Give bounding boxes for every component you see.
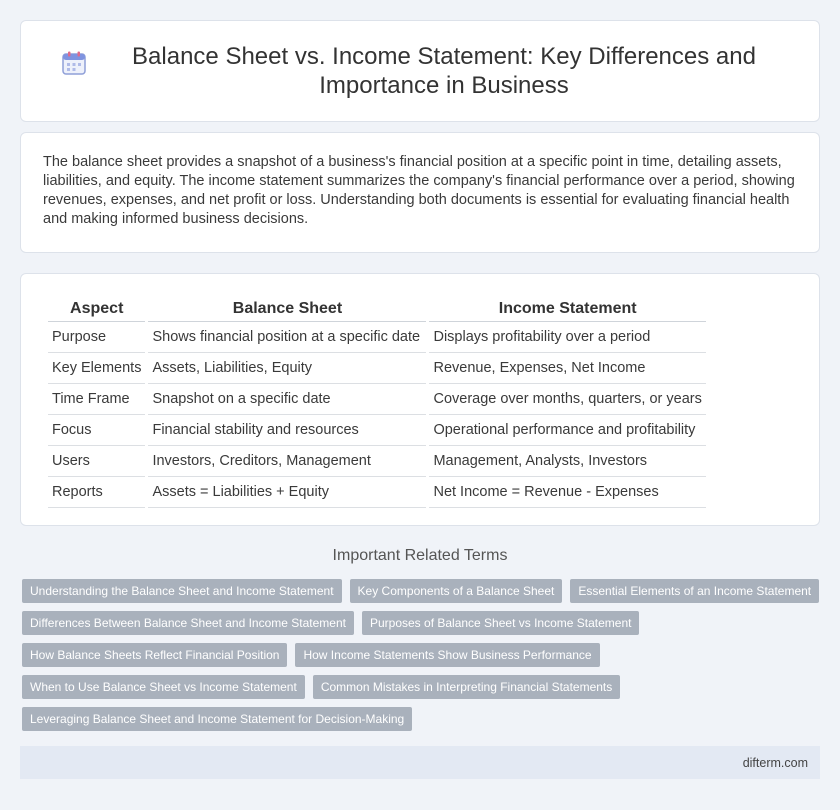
table-cell: Reports (48, 477, 145, 508)
related-term-tag[interactable]: Differences Between Balance Sheet and Income Statement (22, 611, 354, 635)
header (61, 42, 779, 100)
comparison-table-card (20, 273, 820, 526)
table-cell: Purpose (48, 322, 145, 353)
column-header-aspect: Aspect (48, 296, 145, 322)
related-term-tag[interactable]: How Income Statements Show Business Performance (295, 643, 599, 667)
related-term-tag[interactable]: How Balance Sheets Reflect Financial Position (22, 643, 287, 667)
related-term-tag[interactable]: Essential Elements of an Income Statement (570, 579, 819, 603)
intro-card (20, 132, 820, 253)
table-cell: Snapshot on a specific date (148, 384, 426, 415)
related-term-tag[interactable]: Purposes of Balance Sheet vs Income Statement (362, 611, 639, 635)
column-header-income-statement: Income Statement (429, 296, 705, 322)
comparison-table (45, 296, 709, 508)
table-row (48, 415, 706, 446)
intro-paragraph: The balance sheet provides a snapshot of a business's financial position at a specific point in time, detailing assets, liabilities, and equity. The income statement summarizes the company's financial performance over a period, showing revenues, expenses, and net profit or loss. Understanding both documents is essential for evaluating financial health and making informed business decisions. (43, 154, 795, 227)
column-header-balance-sheet: Balance Sheet (148, 296, 426, 322)
table-cell: Users (48, 446, 145, 477)
table-cell: Displays profitability over a period (429, 322, 705, 353)
table-cell: Shows financial position at a specific date (148, 322, 426, 353)
table-cell: Assets, Liabilities, Equity (148, 353, 426, 384)
table-cell: Assets = Liabilities + Equity (148, 477, 426, 508)
table-cell: Management, Analysts, Investors (429, 446, 705, 477)
related-term-tag[interactable]: Leveraging Balance Sheet and Income Statement for Decision-Making (22, 707, 412, 731)
table-cell: Financial stability and resources (148, 415, 426, 446)
table-cell: Time Frame (48, 384, 145, 415)
related-term-tag[interactable]: When to Use Balance Sheet vs Income Statement (22, 675, 305, 699)
table-row (48, 384, 706, 415)
table-row (48, 477, 706, 508)
footer (20, 746, 820, 779)
calendar-icon (61, 50, 87, 76)
related-term-tag[interactable]: Key Components of a Balance Sheet (350, 579, 563, 603)
table-cell: Net Income = Revenue - Expenses (429, 477, 705, 508)
table-cell: Operational performance and profitability (429, 415, 705, 446)
table-header-row (48, 296, 706, 322)
header-card (20, 20, 820, 122)
table-cell: Investors, Creditors, Management (148, 446, 426, 477)
table-cell: Key Elements (48, 353, 145, 384)
related-terms-title: Important Related Terms (332, 547, 508, 564)
table-cell: Focus (48, 415, 145, 446)
table-cell: Coverage over months, quarters, or years (429, 384, 705, 415)
table-row (48, 353, 706, 384)
related-terms-tags (22, 579, 822, 731)
table-row (48, 446, 706, 477)
footer-site-name[interactable]: difterm.com (742, 755, 808, 770)
table-cell: Revenue, Expenses, Net Income (429, 353, 705, 384)
page-title: Balance Sheet vs. Income Statement: Key Differences and Importance in Business (132, 43, 756, 99)
related-term-tag[interactable]: Common Mistakes in Interpreting Financial Statements (313, 675, 620, 699)
related-term-tag[interactable]: Understanding the Balance Sheet and Income Statement (22, 579, 342, 603)
table-row (48, 322, 706, 353)
